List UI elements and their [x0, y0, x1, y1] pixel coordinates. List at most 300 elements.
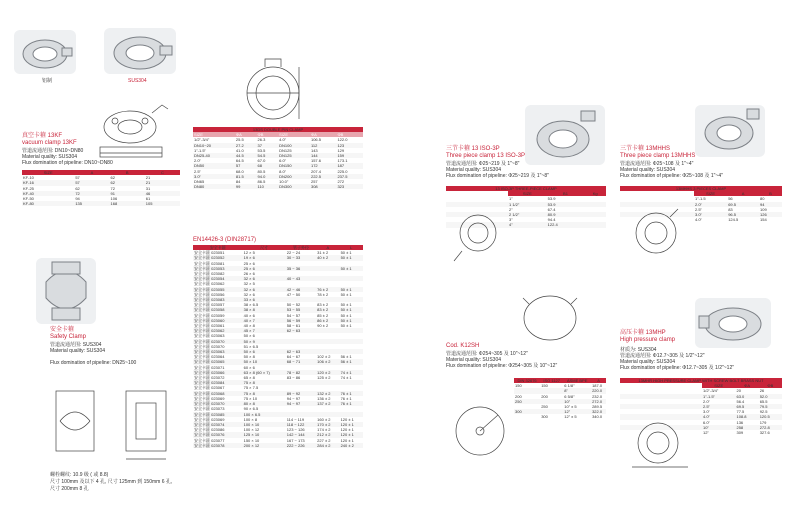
table-cell: 40 × 7 [243, 318, 286, 323]
table-cell: 50 ± 1 [340, 287, 363, 292]
mhp-material-cn: 材质为: SUS304 [620, 347, 657, 353]
table-cell: 227 ± 2 [317, 437, 331, 443]
table-cell: 120 ± 1 [340, 416, 354, 422]
table-cell: KF-40 [22, 191, 74, 196]
table-cell: 安全卡箍 023052 [193, 255, 243, 260]
table-cell: 1"-1.5" [702, 394, 735, 399]
table-cell: 50 ± 1 [340, 302, 352, 308]
table-cell: 50 × 10 [243, 359, 286, 364]
table-cell: 67.4 [547, 206, 556, 212]
table-cell: 6.0" [279, 158, 287, 164]
table-cell: 56 ± 1 [340, 359, 363, 364]
table-cell: 272.8 [759, 425, 782, 430]
table-row [193, 184, 363, 189]
table-cell: 安全卡箍 023057 [194, 302, 225, 308]
table-cell: 35 ~ 36 [286, 266, 316, 271]
table-cell: 2.0" [703, 398, 710, 404]
table-header-cell: DIN 32676 [517, 378, 537, 383]
k12sh-table [514, 378, 606, 420]
table-cell: KF-10 [23, 175, 34, 181]
table-cell: 122.4 [547, 222, 585, 227]
table-cell: 129 [337, 147, 345, 153]
table-cell: 94 [759, 202, 782, 207]
table-cell: 94 [75, 196, 80, 202]
table-cell: 50 ± 1 [340, 250, 352, 256]
table-cell: 123 ~ 126 [286, 427, 305, 433]
table-cell: 250 [541, 404, 548, 410]
mhp-title-cn: 高压卡箍 13MHP [620, 330, 666, 336]
table-cell: KF-50 [23, 196, 34, 202]
table-cell: 安全卡箍 023067 [194, 385, 225, 391]
table-cell: 74 ± 1 [340, 370, 363, 375]
k12sh-flux: Flux domination of pipeline: Φ254~305 及 10"~12" [446, 363, 558, 369]
table-cell: 110 [257, 184, 279, 189]
double-pin-title: 13DS DOUBLE PIN CLAMP [193, 127, 363, 132]
table-header-cell: SIZE [43, 170, 53, 175]
table-cell: 安全卡箍 023063 [194, 333, 225, 339]
table-cell: KF-16 [22, 180, 74, 185]
table-cell: 56 [728, 196, 733, 202]
k12sh-title: Cod. K12SH [446, 343, 480, 349]
table-header-cell: SIZE [278, 132, 310, 137]
table-cell: 114 ~ 119 [286, 416, 305, 422]
table-cell: 安全卡箍 023076 [193, 432, 243, 437]
table-cell: 安全卡箍 023060 [193, 318, 243, 323]
table-cell: 4.0" [695, 217, 702, 223]
table-cell: 安全卡箍 023068 [193, 391, 243, 396]
table-header-cell: ΦB [257, 132, 279, 137]
table-cell: 92.5 [759, 409, 768, 415]
table-cell: 32 × 6 [243, 276, 286, 281]
table-cell: 187.0 [592, 383, 603, 389]
table-cell: 222.5 [310, 174, 336, 179]
din-title: EN14426-3 (DIN28717) [193, 237, 257, 243]
table-cell: 170 ± 2 [316, 422, 339, 427]
table-cell: 56 ± 1 [340, 354, 352, 360]
kf-range-cn: 管道流通范围: DN10~DN80 [22, 148, 84, 154]
kf-title-cn: 真空卡箍 13KF [22, 133, 63, 139]
table-cell: 100 × 6.5 [243, 412, 286, 417]
table-cell: KF-25 [23, 185, 34, 191]
table-cell: 225.0 [337, 168, 348, 174]
table-cell: 106 [110, 196, 118, 202]
table-cell: 50 ± 1 [340, 255, 363, 260]
table-cell: 57 [235, 163, 257, 168]
three-piece-clamp-photo [525, 105, 605, 165]
table-cell: 1"-1.5" [194, 147, 206, 153]
table-cell: 91 [110, 191, 145, 196]
table-cell: 62 ~ 63 [286, 328, 316, 333]
table-cell: 1/2"-3/4" [194, 137, 210, 143]
table-cell: 79.5 [759, 404, 782, 409]
table-cell: 258 [735, 425, 758, 430]
table-cell: 144 [310, 153, 336, 158]
table-cell: 75 × 7.5 [243, 385, 259, 391]
table-header-cell: 管子外径 [292, 245, 309, 250]
table-cell: 53.9 [547, 196, 556, 202]
table-cell: 26.3 [257, 137, 266, 143]
table-cell: 160 ± 2 [317, 416, 331, 422]
table-cell: 42 ~ 46 [286, 287, 316, 292]
table-cell: 222 ~ 226 [286, 443, 316, 448]
table-header-cell: A [727, 191, 759, 196]
mhhs-flux: Flux domination of pipeline: Φ25~108 及 1"~4" [620, 173, 723, 179]
table-cell: DN50 [193, 163, 235, 168]
table-header-cell: ASME BPE [566, 378, 588, 383]
table-cell: 77.5 [736, 409, 745, 415]
table-cell: 56.4 [736, 398, 745, 404]
table-header-cell: B [759, 191, 782, 196]
kf-material: Material quality: SUS304 [22, 154, 78, 160]
table-cell: 50 ± 1 [340, 312, 352, 318]
table-cell: 安全卡箍 023065 [193, 359, 243, 364]
table-cell: 135 [74, 201, 109, 206]
table-cell: 179 [759, 419, 767, 425]
mhp-range-cn: 管道流通范围: Φ12.7~305 及 1/2"~12" [620, 353, 705, 359]
table-cell: 安全卡箍 023055 [193, 287, 243, 292]
table-cell: 19 × 6 [243, 255, 286, 260]
table-cell: 10" [563, 399, 591, 404]
mhp-title-en: High pressure clamp [620, 337, 676, 343]
table-cell: 57 [75, 175, 80, 181]
table-cell: 安全卡箍 023072 [194, 375, 225, 381]
table-cell: 31 [145, 185, 151, 191]
table-cell: 327.6 [759, 430, 770, 436]
table-cell: 75 × 10 [243, 395, 258, 401]
table-cell: 10.0" [279, 179, 289, 185]
table-cell: 4" [508, 222, 547, 227]
table-cell: 69.5 [727, 202, 759, 207]
table-cell: 44.5 [235, 153, 257, 158]
table-cell: 84 [235, 179, 241, 185]
table-cell: 21 [145, 180, 180, 185]
table-header-cell: 安全卡箍 [209, 245, 226, 250]
table-cell: 167 ~ 173 [286, 437, 305, 443]
table-cell: KF-80 [22, 201, 74, 206]
table-cell: 3" [509, 217, 513, 223]
table-cell: 50 ± 1 [340, 307, 363, 312]
table-cell: 200 [541, 393, 548, 399]
table-header-cell: A [326, 245, 330, 250]
table-cell: 83 ± 2 [317, 302, 329, 308]
table-cell: 300 [541, 414, 548, 420]
three-piece-drawing [448, 205, 508, 265]
safety-clamp-photo [36, 258, 96, 324]
table-cell: 62 [75, 185, 80, 191]
table-cell: 75 × 8 [243, 380, 286, 385]
table-cell: 81.5 [235, 174, 257, 179]
safety-title-cn: 安全卡箍 [50, 327, 75, 333]
table-cell: 137 ± 2 [316, 401, 339, 406]
table-cell: 80.5 [257, 168, 266, 174]
table-cell: 40 × 6 [243, 312, 255, 318]
table-cell: 94.0 [257, 174, 279, 179]
three-piece-material: Material quality: SUS304 [446, 167, 502, 173]
safety-range-cn: 管道流通范围: SUS304 [50, 342, 102, 348]
table-cell: 143 [310, 147, 318, 153]
safety-note-2: 尺寸 100mm 及以下 4 孔, 尺寸 125mm 到 150mm 6 孔, [50, 479, 173, 485]
table-cell: 安全卡箍 023064 [194, 354, 225, 360]
table-row [22, 201, 180, 206]
table-cell: 60 × 6 [243, 364, 255, 370]
table-cell: 25 × 6 [243, 260, 255, 266]
table-cell: 安全卡箍 023062 [193, 328, 243, 333]
table-cell: DN150 [278, 163, 310, 168]
table-cell: 220.0 [591, 388, 606, 393]
safety-clamp-drawing [40, 385, 180, 473]
table-cell: DN10~20 [193, 143, 235, 148]
table-cell: 57 [74, 180, 109, 185]
table-cell: 安全卡箍 023070 [193, 401, 243, 406]
table-cell: 2.5" [695, 206, 702, 212]
mhhs-drawing [624, 205, 688, 265]
table-cell: 142 ~ 144 [286, 432, 316, 437]
sus304-kf-clamp-photo [104, 28, 176, 74]
table-cell: 31 ± 2 [317, 250, 329, 256]
safety-note-1: 螺栓螺纹: 10.9 级 ( 或 8.8) [50, 472, 109, 478]
table-cell: 53 ~ 55 [286, 307, 316, 312]
k12sh-section-drawing [450, 395, 510, 469]
three-piece-table-title: 13 ISO-3P THREE-PIECE CLAMP [446, 186, 606, 191]
table-cell: 12" [703, 430, 709, 436]
table-cell: 安全卡箍 023069 [194, 395, 225, 401]
table-cell: 51 × 6.5 [243, 343, 259, 349]
kf-title-en: vacuum clamp 13KF [22, 140, 77, 146]
table-cell: 207.4 [310, 168, 321, 174]
table-cell: 6 1/8" [564, 383, 575, 389]
table-cell: 40 × 8 [243, 323, 255, 329]
table-cell: 64 ~ 67 [286, 354, 301, 360]
table-cell: 安全卡箍 023073 [194, 406, 225, 412]
table-cell: 安全卡箍 023084 [193, 380, 243, 385]
table-cell: 6.0" [703, 419, 710, 425]
table-cell: 76 ± 1 [340, 395, 352, 401]
table-cell: 168 [110, 201, 145, 206]
table-header-cell: ISO 1127 [543, 378, 561, 383]
table-header-cell: SIZE [702, 383, 735, 388]
table-cell: 120 ± 1 [340, 432, 363, 437]
mhhs-title-cn: 三节卡箍 13MHHS [620, 146, 671, 152]
table-cell: 240 ± 2 [340, 443, 363, 448]
table-cell: 46 [145, 191, 180, 196]
table-cell: 12" x 5 [564, 414, 577, 420]
table-cell: 安全卡箍 023061 [194, 323, 225, 329]
table-cell: 61 [145, 196, 151, 202]
table-cell: 10" [702, 425, 735, 430]
mhp-drawing [624, 415, 696, 475]
table-header-cell: SIZE [508, 191, 547, 196]
table-cell: 120 ± 2 [316, 370, 339, 375]
table-cell: 63.0 [735, 394, 758, 399]
table-cell: 300 [514, 409, 540, 414]
table-cell: 100 × 12 [243, 427, 260, 433]
table-cell: 安全卡箍 023086 [194, 427, 225, 433]
table-cell: 4.0" [702, 414, 735, 419]
three-piece-title-cn: 三节卡箍 13 ISO-3P [446, 146, 500, 152]
table-cell: 安全卡箍 023082 [194, 271, 225, 277]
table-cell: 安全卡箍 023081 [194, 260, 225, 266]
table-header-cell: ΦB [759, 383, 782, 388]
table-cell: 120 ± 1 [340, 427, 354, 433]
table-cell: 124.5 [728, 217, 739, 223]
safety-title-en: Safety Clamp [50, 334, 87, 340]
table-cell: 80.9 [547, 212, 585, 217]
table-header-cell: B1 [547, 191, 585, 196]
mhhs-range-cn: 管道流通范围: Φ25~108 及 1"~4" [620, 161, 694, 167]
table-cell: 105 [145, 201, 180, 206]
table-header-cell: Kg [584, 191, 606, 196]
table-cell: 安全卡箍 023056 [194, 291, 225, 297]
table-cell: 安全卡箍 023071 [194, 364, 225, 370]
table-cell: 6 5/8" [564, 393, 575, 399]
table-cell: 安全卡箍 023074 [193, 422, 243, 427]
k12sh-drawing [515, 290, 585, 350]
table-cell: 272 [337, 179, 345, 185]
table-cell: 125 ± 2 [317, 375, 331, 381]
table-cell: 50 ~ 52 [286, 302, 301, 308]
table-cell: 100 × 8 [243, 416, 258, 422]
table-cell: 50 × 6 [243, 349, 286, 354]
table-header-cell: ΦA [735, 383, 758, 388]
table-cell: 8" [563, 388, 591, 393]
table-cell: 安全卡箍 023063 [193, 349, 243, 354]
aluminum-kf-clamp-photo [14, 30, 76, 74]
table-cell: 120 ± 1 [340, 437, 354, 443]
table-cell: 65.5 [759, 398, 768, 404]
table-cell: 安全卡箍 023054 [193, 276, 243, 281]
table-cell: 45 × 7 [243, 328, 286, 333]
table-cell: 62 ~ 63 [286, 349, 316, 354]
table-cell: 安全卡箍 023083 [193, 297, 243, 302]
table-cell: 1 1/2" [508, 202, 547, 207]
table-cell: 72 [110, 185, 115, 191]
table-cell [584, 222, 606, 227]
table-cell: 136 ± 2 [317, 395, 331, 401]
table-cell: 38 × 6.5 [243, 302, 259, 308]
table-cell: DN25-40 [193, 153, 235, 158]
three-piece-range-cn: 管道流通范围: Φ25~219 及 1"~8" [446, 161, 520, 167]
table-cell: 136 [736, 419, 744, 425]
table-cell: DN125 [278, 153, 310, 158]
table-cell: 76 ± 2 [316, 287, 339, 292]
table-cell: 3.0" [703, 409, 710, 415]
kf-clamp-drawing [90, 95, 180, 167]
table-cell: 62 [110, 175, 115, 181]
mhhs-table-title: 13MHHS 3 PIECES CLAMP [620, 186, 782, 191]
table-cell: 323 [336, 184, 363, 189]
table-cell: 37 [257, 143, 279, 148]
table-cell: 122.0 [337, 137, 348, 143]
table-cell: 3.0" [694, 212, 727, 217]
table-cell: 80 [760, 196, 765, 202]
table-cell: 63 × 8 (60 × 7) [243, 370, 286, 375]
aluminum-caption: 铝制 [42, 78, 53, 84]
table-cell: 67.0 [257, 158, 266, 164]
double-pin-table [193, 127, 363, 189]
table-cell: 38 × 8 [243, 307, 286, 312]
table-cell: 68 [257, 163, 279, 168]
table-cell: 32 × 6 [243, 287, 286, 292]
table-cell: 173.1 [337, 158, 348, 164]
mhhs-clamp-photo [695, 105, 765, 157]
table-cell: 212 ± 2 [316, 432, 339, 437]
table-cell: 1"-1.5 [695, 196, 706, 202]
table-cell: 54.5 [257, 153, 279, 158]
table-cell: 232.0 [592, 393, 603, 399]
table-cell: 4.0" [279, 137, 287, 143]
table-cell: 2 1/2" [508, 212, 547, 217]
table-header-cell: SIZE [694, 191, 727, 196]
table-cell: 125 × 10 [243, 432, 286, 437]
table-cell: 2.5" [194, 168, 201, 174]
table-cell: 118 ~ 122 [286, 422, 316, 427]
table-cell: DN200 [278, 174, 310, 179]
table-cell: 安全卡箍 023070 [194, 343, 225, 349]
table-cell: 安全卡箍 023059 [194, 312, 225, 318]
table-header-cell: ΦA [235, 132, 257, 137]
table-cell: 40 ± 2 [316, 255, 339, 260]
table-cell: 32 × 6 [243, 291, 255, 297]
table-cell: 30 ~ 33 [286, 255, 316, 260]
mhhs-title-en: Three piece clamp 13MHHS [620, 153, 696, 159]
table-cell: 12" [563, 409, 591, 414]
table-cell: 78 ~ 82 [286, 370, 316, 375]
table-cell: 安全卡箍 023051 [194, 250, 225, 256]
table-cell: 150 [541, 383, 548, 389]
table-cell: DN125 [279, 147, 292, 153]
table-cell: 83 ± 2 [316, 307, 339, 312]
table-cell: 90 × 6.5 [243, 406, 259, 412]
table-cell: 123 [336, 143, 363, 148]
table-cell [514, 414, 540, 419]
table-cell: 159 [336, 153, 363, 158]
table-cell: 120.5 [759, 414, 782, 419]
table-cell: 27.2 [235, 143, 257, 148]
table-cell: 26 × 6 [243, 271, 255, 277]
kf-flux: Flux domination of pipeline: DN10~DN80 [22, 160, 113, 166]
table-cell: 154 [760, 217, 767, 223]
safety-material: Material quality: SUS304 [50, 348, 106, 354]
table-cell: 52.0 [759, 394, 782, 399]
table-cell: 25.5 [235, 137, 244, 143]
table-cell: 96.5 [727, 212, 759, 217]
table-cell: 284 ± 2 [316, 443, 339, 448]
table-cell: 74 ± 1 [340, 375, 352, 381]
table-cell: 22 ~ 24 [286, 250, 301, 256]
table-cell: 172 [310, 163, 336, 168]
table-cell: 272.0 [591, 399, 606, 404]
table-cell: 安全卡箍 023069 [194, 416, 225, 422]
safety-note-3: 尺寸 200mm 8 孔 [50, 486, 89, 492]
table-cell: 3.0" [193, 174, 235, 179]
table-cell: 106 ± 2 [316, 359, 339, 364]
table-cell: 200 [515, 393, 522, 399]
table-cell: 2" [509, 206, 513, 212]
table-header-cell: 尺寸 [260, 245, 269, 250]
table-cell: 47 ~ 50 [286, 291, 301, 297]
table-row [514, 414, 606, 419]
table-cell: 20 [736, 388, 741, 394]
table-header-cell: L [350, 245, 353, 250]
table-cell: 50 × 9 [243, 339, 286, 344]
table-cell: 89 ~ 92 [286, 391, 316, 396]
table-cell: 安全卡箍 023078 [193, 443, 243, 448]
table-cell: 2.0" [694, 202, 727, 207]
table-cell: 53.9 [547, 202, 585, 207]
table-cell: 99 [235, 184, 257, 189]
table-cell: 126 [759, 212, 782, 217]
table-cell: 108.8 [735, 414, 758, 419]
